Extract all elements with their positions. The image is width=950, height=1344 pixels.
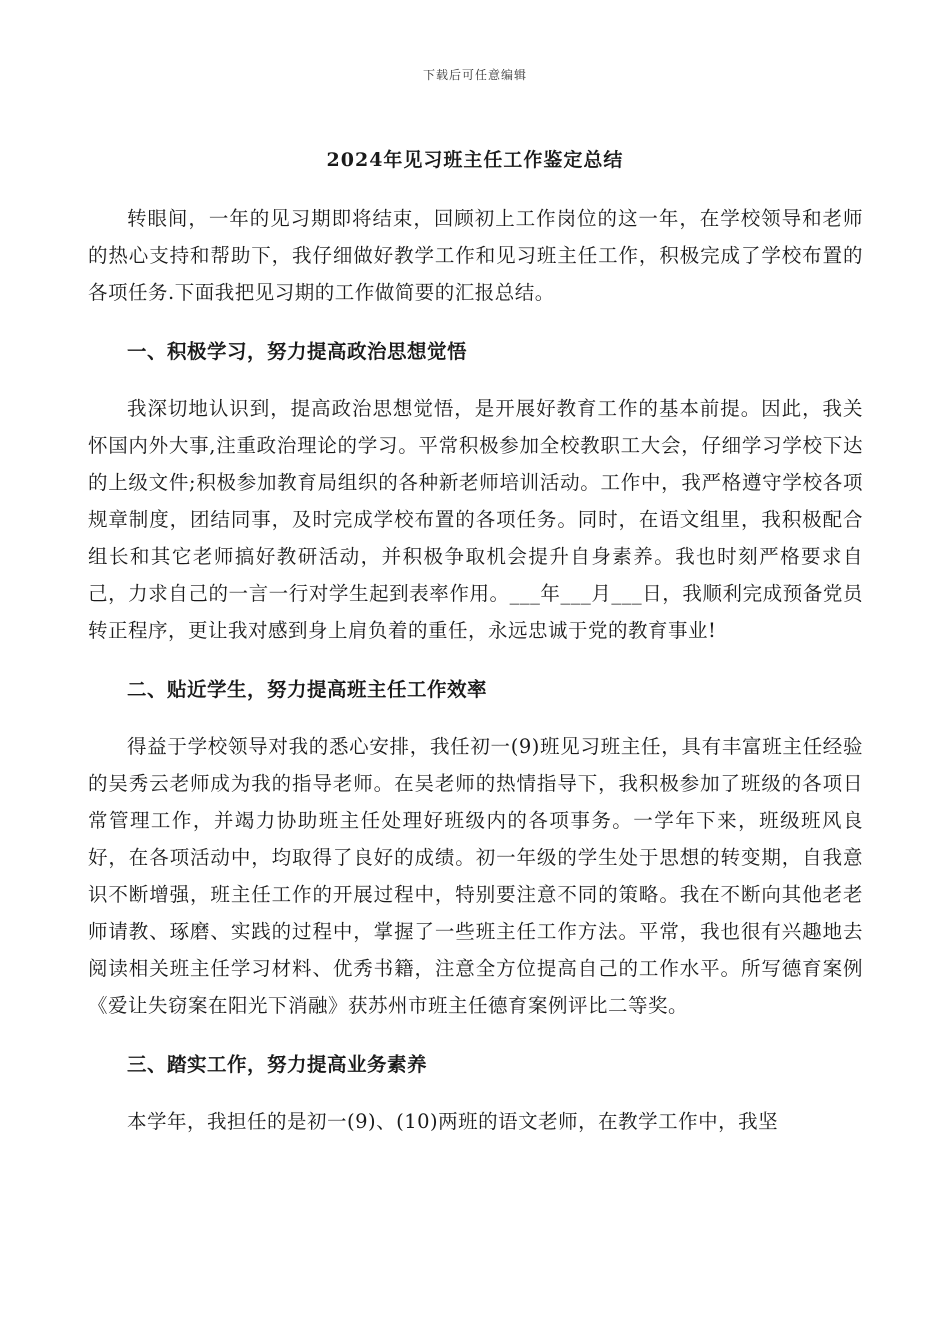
header-note: 下载后可任意编辑 (422, 68, 527, 82)
document-title: 2024年见习班主任工作鉴定总结 (326, 149, 624, 171)
intro-paragraph: 转眼间，一年的见习期即将结束，回顾初上工作岗位的这一年，在学校领导和老师的热心支持和帮助下，我仔细做好教学工作和见习班主任工作，积极完成了学校布置的各项任务.下面我把见习期的工作做简要的汇报总结。 (88, 207, 863, 304)
section-1-heading: 一、积极学习，努力提高政治思想觉悟 (127, 340, 468, 363)
section-3-paragraph: 本学年，我担任的是初一(9)、(10)两班的语文老师，在教学工作中，我坚 (127, 1110, 779, 1133)
section-2-paragraph: 得益于学校领导对我的悉心安排，我任初一(9)班见习班主任，具有丰富班主任经验的吴秀云老师成为我的指导老师。在吴老师的热情指导下，我积极参加了班级的各项日常管理工作，并竭力协助班主任处理好班级内的各项事务。一学年下来，班级班风良好，在各项活动中，均取得了良好的成绩。初一年级的学生处于思想的转变期，自我意识不断增强，班主任工作的开展过程中，特别要注意不同的策略。我在不断向其他老老师请教、琢磨、实践的过程中，掌握了一些班主任工作方法。平常，我也很有兴趣地去阅读相关班主任学习材料、优秀书籍，注意全方位提高自己的工作水平。所写德育案例《爱让失窃案在阳光下消融》获苏州市班主任德育案例评比二等奖。 (88, 735, 863, 1017)
document-body (88, 200, 863, 1140)
section-1-paragraph: 我深切地认识到，提高政治思想觉悟，是开展好教育工作的基本前提。因此，我关怀国内外大事,注重政治理论的学习。平常积极参加全校教职工大会，仔细学习学校下达的上级文件;积极参加教育局组织的各种新老师培训活动。工作中，我严格遵守学校各项规章制度，团结同事，及时完成学校布置的各项任务。同时，在语文组里，我积极配合组长和其它老师搞好教研活动，并积极争取机会提升自身素养。我也时刻严格要求自己，力求自己的一言一行对学生起到表率作用。___年___月___日，我顺利完成预备党员转正程序，更让我对感到身上肩负着的重任，永远忠诚于党的教育事业! (88, 397, 863, 642)
section-3-heading: 三、踏实工作，努力提高业务素养 (127, 1053, 428, 1076)
section-2-heading: 二、贴近学生，努力提高班主任工作效率 (127, 678, 488, 701)
